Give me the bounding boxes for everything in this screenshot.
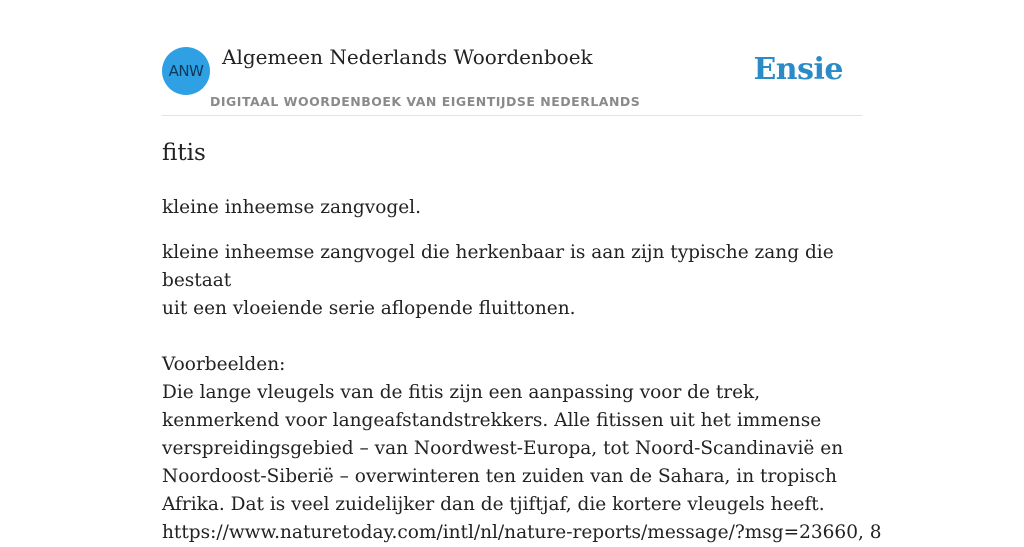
spacer: [162, 323, 862, 351]
entry-word: fitis: [162, 140, 206, 166]
description-line: uit een vloeiende serie aflopende fluittonen.: [162, 298, 576, 319]
ensie-logo[interactable]: Ensie: [753, 52, 843, 87]
example-text: Die lange vleugels van de fitis zijn een aanpassing voor de trek, kenmerkend voor langeafstandstrekkers. Alle fitissen uit het immense verspreidingsgebied – van Noordwest-Europa, tot Noord-Scandinavië en Noordoost-Siberië – overwinteren ten zuiden van de Sahara, in tropisch Afrika. Dat is veel zuidelijker dan de tjiftjaf, die kortere vleugels heeft.: [162, 382, 844, 515]
dictionary-title[interactable]: Algemeen Nederlands Woordenboek: [222, 45, 593, 69]
entry-description: [162, 239, 882, 547]
description-line: kleine inheemse zangvogel die herkenbaar is aan zijn typische zang die bestaat: [162, 242, 834, 291]
examples-heading: Voorbeelden:: [162, 354, 286, 375]
site-header: [162, 0, 862, 116]
page-content: [162, 0, 882, 543]
dictionary-subtitle: DIGITAAL WOORDENBOEK VAN EIGENTIJDSE NEDERLANDS: [210, 94, 641, 109]
short-definition: kleine inheemse zangvogel.: [162, 197, 421, 218]
anw-logo[interactable]: ANW: [162, 47, 210, 95]
example-source[interactable]: https://www.naturetoday.com/intl/nl/nature-reports/message/?msg=23660, 8: [162, 522, 882, 543]
